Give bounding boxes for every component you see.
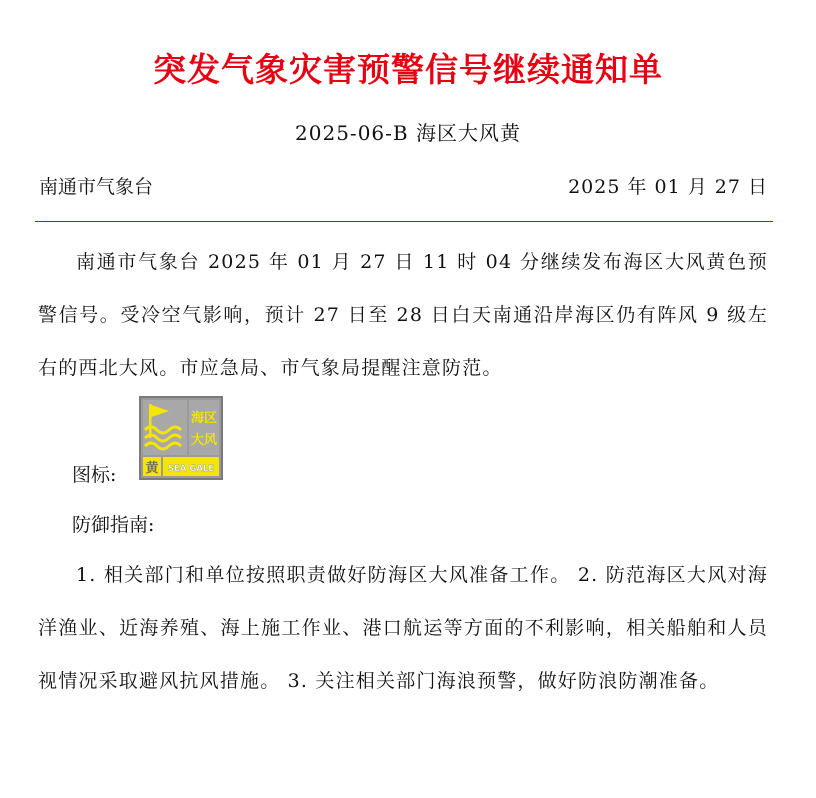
icon-glyph-bottom: 大风 xyxy=(190,433,218,448)
icon-label: 图标: xyxy=(72,464,117,486)
document-number: 2025-06-B 海区大风黄 xyxy=(295,121,521,145)
header-divider xyxy=(35,221,773,222)
guide-text: 1. 相关部门和单位按照职责做好防海区大风准备工作。 2. 防范海区大风对海洋渔业、近海养殖、海上施工作业、港口航运等方面的不利影响，相关船舶和人员视情况采取避风抗风措施。 3. 关注相关部门海浪预警，做好防浪防潮准备。 xyxy=(38,564,768,692)
notice-paragraph: 南通市气象台 2025 年 01 月 27 日 11 时 04 分继续发布海区大风黄色预警信号。受冷空气影响，预计 27 日至 28 日白天南通沿岸海区仍有阵风 9 级左右的西北大风。市应急局、市气象局提醒注意防范。 xyxy=(38,251,768,379)
icon-glyph-top: 海区 xyxy=(190,411,218,426)
guide-title: 防御指南: xyxy=(72,514,155,536)
issuer-name: 南通市气象台 xyxy=(39,176,154,198)
icon-level-char: 黄 xyxy=(145,461,159,476)
notice-title: 突发气象灾害预警信号继续通知单 xyxy=(153,50,663,89)
issue-date: 2025 年 01 月 27 日 xyxy=(568,176,768,198)
sea-gale-yellow-warning-icon xyxy=(139,396,223,480)
icon-english-label: SEA GALE xyxy=(167,464,215,474)
